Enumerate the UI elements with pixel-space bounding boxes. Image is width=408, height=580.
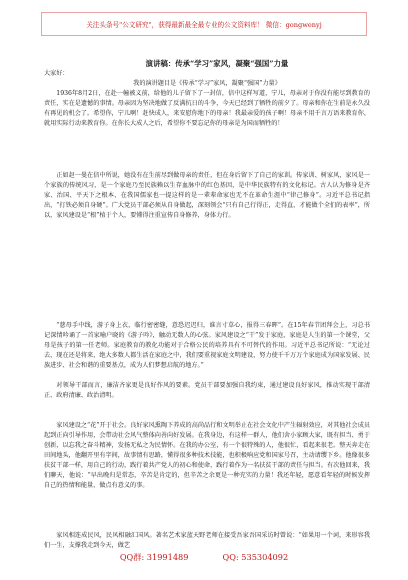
page-title: 演讲稿：传承“学习”家风，凝聚“强国”力量 [145, 59, 289, 68]
paragraph: 家风相连成民风，民风相融汇国风。著名艺术家蓝天野老师在接受吾家吾国采访时曾说：“如果用一个词，来形容我们一生，支撑我走到今天，做艺 [44, 532, 370, 549]
footer-contact [0, 552, 408, 566]
paragraph: 正如赵一曼在信中所说，她没有在生前尽到做母亲的责任，但在身后留下了自己的家训。传家训、树家风，家风是一个家族的传统风习，是一个家庭乃至民族赖以生存血脉中的红色基因，是中华民族特有的文化标记。古人认为修身是齐家、治国、平天下之根本，在我国儒家也一提这样的是一辈辈命家也无不在革命生涯中“律己修身”。习近平总书记指出，“打铁必须自身硬”。广大党员干部必须从自身做起，深刻领会“只有自己行得正，走得直，才能做个全们的表率”，所以，家风建设是“根”植于个人，要懂得注重宣传自身修养，身体力行。 [44, 172, 370, 219]
salutation: 大家好： [44, 70, 69, 77]
footer-qq: QQ: 535304092 [222, 552, 289, 562]
paragraph: 对领导干部而言，廉洁齐家更是良好作风的要素。党员干部要加强自我约束，通过建设良好家风，推动实现干部清正、政府清廉、政治清明。 [44, 382, 370, 399]
header-banner [41, 12, 367, 36]
paragraph: “慈母手中线，游子身上衣，临行密密缝，意恐迟迟归，谁言寸草心，报得三春晖”。在15年春节团拜会上，习总书记深情吟诵了一首家喻户晓的《游子吟》，触动无数人的心弦。家风建设之“干”发于家庭，家庭是人生的第一个课堂，父母是孩子的第一任老师。家庭教育的教化功能对于合格公民的培养具有不可替代的作用。习近平总书记所说：“无论过去、现在还是将来，绝大多数人都生活在家庭之中，我们要重视家庭文明建设，努力使千千万万个家庭成为国家发展、民族进步、社会和谐的重要基点，成为人们梦想启航的地方。” [44, 322, 370, 369]
paragraph: 家风建设之“花”开于社会。良好家风熏陶下养成的高尚品行和文明举止在社会文化中产生辐射效应，对其他社会成员起到正向引导作用，会带动社会风气整体向善向好发展。在我身边，有这样一群人，他们舍小家顾大家，既有担当、勇于创新，以忘我之奋斗精神，发扬无私之为民情怀。在我的办公室，有一个很特殊的人，他很忙，看起来很老。整天奔走在田间地头，他翻开里有字间，故事情有思路，懂得很多种技术技能，也积极响应党和国家号召，主动请缨下乡。他像很多扶贫干部一样，用自己的行动，践行着共产党人的初心和使命，践行着作为一名扶贫干部的责任与担当。有次他回来，我们聊天，他说：“早出晚归是常态，辛苦是肯定的，但辛苦之余更是一种充实的力量！我还年轻，愿意看年轻的时候发挥自己的热情和能量，做点有意义的事。 [44, 422, 370, 489]
banner-text: 关注头条号"公文研究"，获得最新最全最专业的公文资料库！ 微信：gongwenyj [86, 21, 322, 29]
footer-qq-group: QQ群: 31991489 [119, 552, 189, 562]
subtitle: 我的演讲题目是《传承“学习”家风，凝聚“强国”力量》 [133, 80, 281, 87]
document-body [44, 58, 370, 561]
paragraph: 1936年8月2日，在赴一幢被义前，给他的儿子留下了一封信，信中这样写道，宁儿，母亲对于你没有能尽到教育的责任，实在是遗憾的事情。母亲因为坚决地做了反满抗日的斗争，今天已经到了牺牲的前夕了。母亲和你在生前是永久没有再见的机会了。希望你，宁儿啊！赶快成人，来安慰你地下的母亲！我最亲爱的孩子啊！母亲不用千言万语来教育你，就用实际行动来教育你。在你长大成人之后，希望你不要忘记你的母亲是为国而牺牲的！ [44, 90, 370, 127]
